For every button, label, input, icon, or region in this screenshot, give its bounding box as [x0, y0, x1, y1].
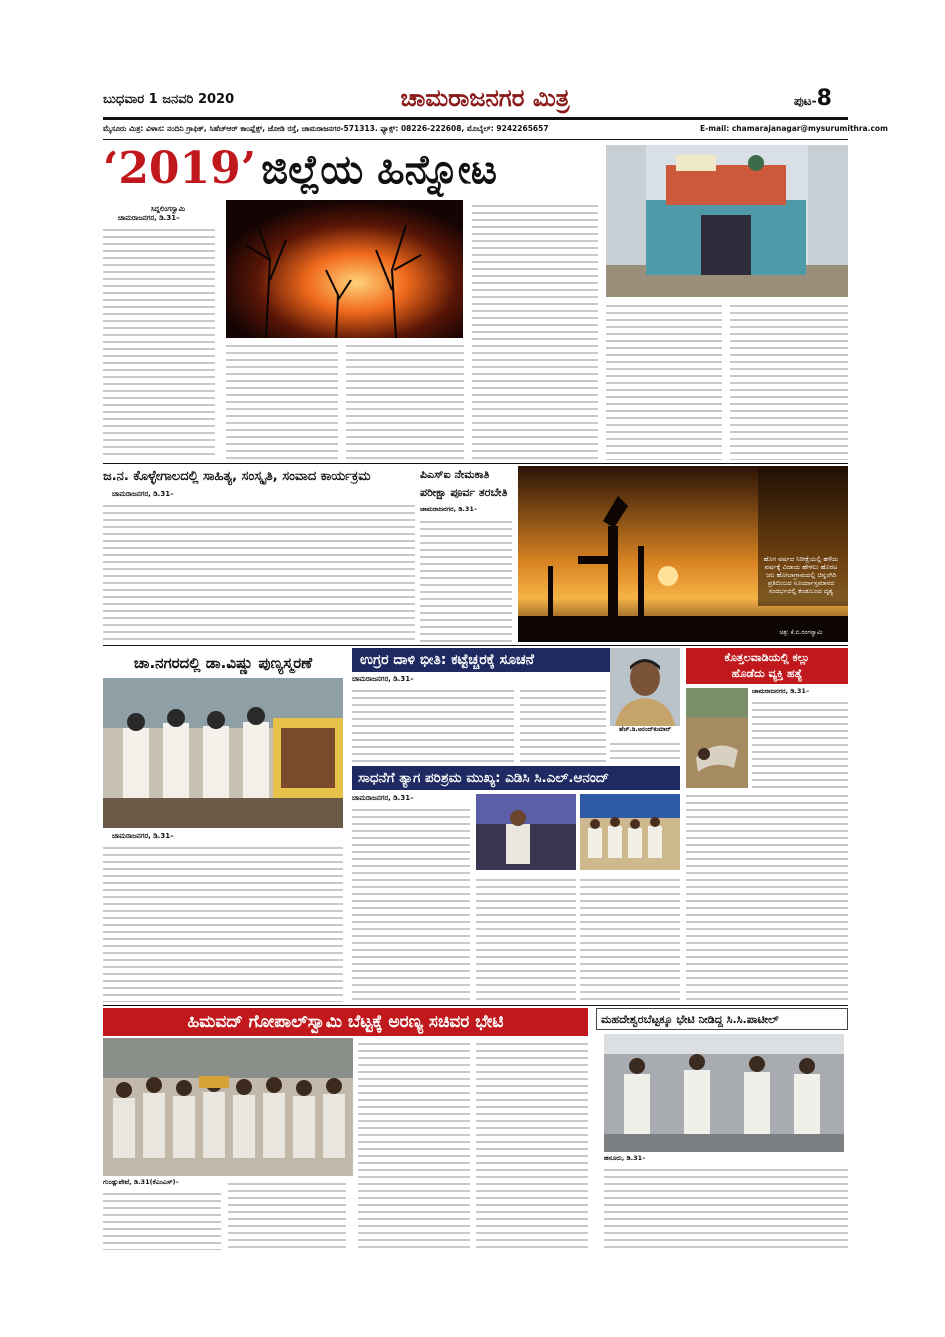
terror-alert-body-col3	[610, 738, 680, 763]
terror-alert-body-col1	[352, 685, 514, 763]
himavad-body-col2	[228, 1178, 346, 1250]
himavad-headline: ಹಿಮವದ್ ಗೋಪಾಲ್‌ಸ್ವಾಮಿ ಬೆಟ್ಟಕ್ಕೆ ಅರಣ್ಯ ಸಚಿವರ ಭೇಟಿ	[103, 1008, 588, 1036]
lead-dateline: ಚಾಮರಾಜನಗರ, ಡಿ.31–	[118, 214, 180, 222]
sahitya-body	[103, 500, 415, 642]
vishnuvardhan-tribute-photo	[103, 678, 343, 828]
masthead: ಚಾಮರಾಜನಗರ ಮಿತ್ರ	[400, 84, 570, 112]
lead-headline-text: ಜಿಲ್ಲೆಯ ಹಿನ್ನೋಟ	[261, 147, 498, 193]
lead-byline: ಸಿದ್ದಲಿಂಗಸ್ವಾಮಿ	[150, 205, 186, 213]
lead-body-col5	[606, 300, 722, 460]
section-divider-3	[103, 1005, 848, 1006]
forest-fire-photo	[226, 200, 463, 338]
lead-body-col3	[346, 340, 464, 460]
page-number-label	[794, 86, 854, 112]
publisher-line: ಮೈಸೂರು ಮಿತ್ರ: ವಿಳಾಸ: ನಂದಿನಿ ಗ್ರಾಫಿಕ್, ಸಿಹೆಚ್‌ಆರ್ ಕಾಂಪ್ಲೆಕ್ಸ್, ಜೋಡಿ ರಸ್ತೆ, ಚಾಮರಾಜನಗರ-571313. ಫ್ಯಾಕ್ಸ್: 08226-222608, ಮೊಬೈಲ್: 9242265657	[103, 124, 549, 133]
psi-dateline: ಚಾಮರಾಜನಗರ, ಡಿ.31–	[420, 505, 478, 513]
psi-headline-line1: ಪಿಎಸ್‌ಐ ನೇಮಕಾತಿ	[420, 468, 490, 481]
stage-event-photo	[476, 794, 576, 870]
vishnu-dateline: ಚಾಮರಾಜನಗರ, ಡಿ.31–	[112, 832, 174, 840]
himavad-dateline: ಗುಂಡ್ಲುಪೇಟೆ, ಡಿ.31(ಕೆಎಂಎಸ್)–	[103, 1178, 179, 1186]
page-date: ಬುಧವಾರ 1 ಜನವರಿ 2020	[103, 92, 235, 107]
lead-body-col2	[226, 340, 338, 460]
sahitya-headline: ಜ.ನ. ಕೊಳ್ಳೇಗಾಲದಲ್ಲಿ ಸಾಹಿತ್ಯ, ಸಂಸ್ಕೃತಿ, ಸಂವಾದ ಕಾರ್ಯಕ್ರಮ	[103, 469, 371, 484]
temple-photo	[606, 145, 848, 297]
mahadeshwara-body	[604, 1164, 848, 1250]
group-visit-photo	[103, 1038, 353, 1176]
lead-body-col1	[103, 224, 215, 460]
lead-body-col6	[730, 300, 848, 460]
sunset-credit: ಚಿತ್ರ: ಕೆ.ಬಿ.ರಂಗಸ್ವಾಮಿ	[779, 629, 823, 636]
mahadeshwara-headline: ಮಹದೇಶ್ವರಬೆಟ್ಟಕ್ಕೂ ಭೇಟಿ ನೀಡಿದ್ದ ಸಿ.ಸಿ.ಪಾಟೀಲ್	[596, 1008, 848, 1030]
section-divider-2	[103, 645, 848, 646]
kottalavadi-dateline: ಚಾಮರಾಜನಗರ, ಡಿ.31–	[752, 687, 810, 695]
adc-body-col1	[352, 804, 470, 1002]
psi-headline-line2: ಪರೀಕ್ಷಾ ಪೂರ್ವ ತರಬೇತಿ	[420, 486, 508, 499]
crime-scene-photo	[686, 688, 748, 788]
header-bottom-rule	[103, 139, 848, 140]
himavad-body-col1	[103, 1188, 221, 1250]
himavad-body-col3	[358, 1038, 470, 1250]
adc-headline: ಸಾಧನೆಗೆ ತ್ಯಾಗ ಪರಿಶ್ರಮ ಮುಖ್ಯ: ಎಡಿಸಿ ಸಿ.ಎಲ್.ಆನಂದ್	[352, 766, 680, 790]
temple-visit-photo	[604, 1034, 844, 1152]
terror-alert-headline: ಉಗ್ರರ ದಾಳಿ ಭೀತಿ: ಕಟ್ಟೆಚ್ಚರಕ್ಕೆ ಸೂಚನೆ	[352, 648, 680, 672]
lead-headline-year: ‘2019’	[103, 143, 257, 194]
kottalavadi-body-col2	[686, 790, 848, 1002]
email-address: E-mail: chamarajanagar@mysurumithra.com	[700, 124, 888, 133]
mahadeshwara-dateline: ಹನೂರು, ಡಿ.31–	[604, 1154, 646, 1162]
terror-alert-dateline: ಚಾಮರಾಜನಗರ, ಡಿ.31–	[352, 675, 414, 683]
lead-headline	[103, 143, 603, 201]
lead-body-col4	[472, 200, 598, 460]
section-divider-1	[103, 463, 848, 464]
vishnu-headline: ಚಾ.ನಗರದಲ್ಲಿ ಡಾ.ವಿಷ್ಣು ಪುಣ್ಯಸ್ಮರಣೆ	[133, 654, 313, 672]
sahitya-dateline: ಚಾಮರಾಜನಗರ, ಡಿ.31–	[112, 490, 174, 498]
officer-photo-caption: ಹೆಚ್.ಡಿ.ಆನಂದ್‌ಕುಮಾರ್	[618, 726, 672, 733]
adc-dateline: ಚಾಮರಾಜನಗರ, ಡಿ.31–	[352, 794, 414, 802]
sunset-caption: ಹೊಗ ವರ್ಷದ ನಿರೀಕ್ಷೆಯಲ್ಲಿ ಹಳೆಯ ವರ್ಷಕ್ಕೆ ವಿದಾಯ ಹೇಳಲು ಹೊರಟ ಜಲ ಹೋಲಾಗ್ರಾಮದಲ್ಲಿ ಚಿನ್ನಂಗಿರಿ ಪ್ರತಿಬಿಂಬದ ಸೂರ್ಯಾಸ್ತಮಾನದ ಸಂದರ್ಭದಲ್ಲಿ ಕಂಡುಬಂದ ದೃಶ್ಯ	[763, 555, 839, 595]
kottalavadi-headline	[686, 648, 848, 684]
vishnu-body	[103, 842, 343, 1002]
kottalavadi-headline-line1: ಕೊತ್ತಲವಾಡಿಯಲ್ಲಿ ಕಲ್ಲು	[724, 651, 810, 664]
header-divider	[103, 117, 848, 120]
terror-alert-body-col2	[520, 685, 606, 763]
adc-body-col3	[580, 874, 680, 1002]
page-number: 8	[816, 86, 832, 111]
page-label: ಪುಟ-	[794, 94, 817, 108]
kottalavadi-headline-line2: ಹೊಡೆದು ವ್ಯಕ್ತಿ ಹತ್ಯೆ	[731, 667, 803, 680]
psi-body	[420, 516, 512, 642]
audience-event-photo	[580, 794, 680, 870]
himavad-body-col4	[476, 1038, 588, 1250]
police-officer-portrait	[610, 648, 680, 726]
adc-body-col2	[476, 874, 576, 1002]
kottalavadi-body-col1	[752, 697, 848, 788]
